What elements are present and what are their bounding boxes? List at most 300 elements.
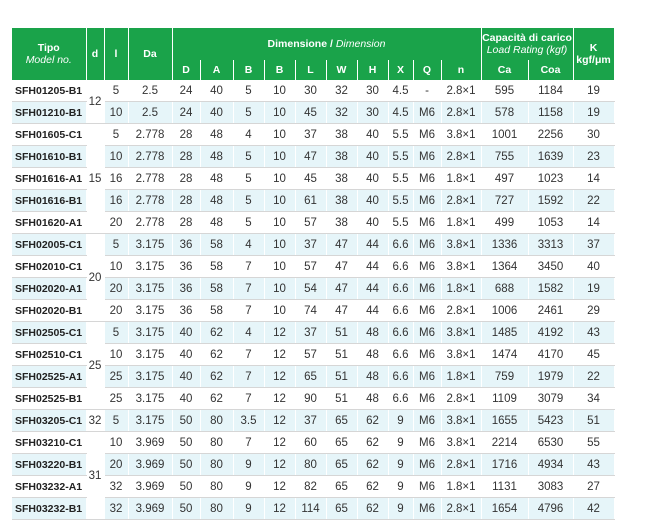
cell-a: 80	[200, 410, 233, 432]
cell-h: 62	[357, 432, 388, 454]
cell-da: 3.175	[128, 234, 172, 256]
subheader-cell: L	[295, 60, 326, 80]
subheader-cell: B	[264, 60, 295, 80]
table-row	[12, 322, 614, 344]
cell-w: 38	[326, 168, 357, 190]
cell-k: 19	[573, 278, 614, 300]
cell-da: 3.175	[128, 322, 172, 344]
cell-coa: 3083	[528, 476, 573, 498]
cell-w: 47	[326, 256, 357, 278]
cell-h: 40	[357, 190, 388, 212]
model-no-label: Model no.	[25, 54, 72, 66]
cell-b1: 9	[233, 476, 264, 498]
cell-k: 43	[573, 454, 614, 476]
cell-l: 16	[104, 190, 128, 212]
cell-d: 40	[172, 322, 200, 344]
cell-q: M6	[413, 498, 441, 520]
cell-d: 50	[172, 454, 200, 476]
cell-b2: 12	[264, 410, 295, 432]
cell-k: 22	[573, 190, 614, 212]
cell-l: 61	[295, 190, 326, 212]
tipo-label: Tipo	[37, 42, 60, 54]
cell-coa: 3079	[528, 388, 573, 410]
col-d-header: d	[86, 28, 104, 80]
cell-d: 50	[172, 498, 200, 520]
cell-x: 6.6	[388, 300, 413, 322]
cell-a: 58	[200, 300, 233, 322]
cell-a: 40	[200, 80, 233, 102]
cell-l: 37	[295, 124, 326, 146]
cell-l: 20	[104, 454, 128, 476]
cell-b1: 9	[233, 498, 264, 520]
cell-x: 6.6	[388, 234, 413, 256]
cell-q: M6	[413, 212, 441, 234]
cell-b1: 5	[233, 168, 264, 190]
cell-k: 34	[573, 388, 614, 410]
cell-q: M6	[413, 146, 441, 168]
subheader-cell: H	[357, 60, 388, 80]
cell-q: M6	[413, 190, 441, 212]
cell-l: 37	[295, 410, 326, 432]
col-tipo-header	[12, 28, 86, 80]
cell-b2: 12	[264, 388, 295, 410]
cell-ca: 1006	[481, 300, 528, 322]
cell-k: 23	[573, 146, 614, 168]
cell-w: 38	[326, 146, 357, 168]
cell-b2: 10	[264, 80, 295, 102]
model-cell: SFH02020-B1	[12, 300, 86, 322]
model-cell: SFH01610-B1	[12, 146, 86, 168]
model-cell: SFH02505-C1	[12, 322, 86, 344]
cell-b2: 12	[264, 454, 295, 476]
cell-a: 80	[200, 476, 233, 498]
cell-x: 6.6	[388, 278, 413, 300]
cell-w: 32	[326, 80, 357, 102]
cell-n: 2.8×1	[441, 80, 481, 102]
cell-k: 45	[573, 344, 614, 366]
subheader-cell: n	[441, 60, 481, 80]
cell-da: 2.778	[128, 190, 172, 212]
cell-coa: 1979	[528, 366, 573, 388]
cell-l: 65	[295, 366, 326, 388]
cell-b1: 3.5	[233, 410, 264, 432]
cell-h: 44	[357, 234, 388, 256]
diameter-cell: 25	[86, 322, 104, 410]
cell-h: 40	[357, 212, 388, 234]
table-row	[12, 234, 614, 256]
model-cell: SFH03232-B1	[12, 498, 86, 520]
cell-a: 62	[200, 322, 233, 344]
cell-h: 48	[357, 344, 388, 366]
cell-x: 9	[388, 432, 413, 454]
cell-coa: 1158	[528, 102, 573, 124]
cell-l: 20	[104, 278, 128, 300]
cell-q: M6	[413, 300, 441, 322]
cell-da: 2.778	[128, 146, 172, 168]
cell-a: 48	[200, 146, 233, 168]
cell-coa: 3313	[528, 234, 573, 256]
cell-q: M6	[413, 388, 441, 410]
cell-ca: 1001	[481, 124, 528, 146]
cell-w: 38	[326, 190, 357, 212]
cell-n: 2.8×1	[441, 146, 481, 168]
cell-n: 1.8×1	[441, 278, 481, 300]
subheader-cell: W	[326, 60, 357, 80]
cell-da: 3.175	[128, 278, 172, 300]
cell-k: 43	[573, 322, 614, 344]
cell-ca: 578	[481, 102, 528, 124]
cell-h: 48	[357, 366, 388, 388]
cell-da: 3.175	[128, 300, 172, 322]
cell-l: 60	[295, 432, 326, 454]
cell-a: 40	[200, 102, 233, 124]
cell-b2: 10	[264, 256, 295, 278]
cell-x: 9	[388, 410, 413, 432]
cell-da: 3.969	[128, 476, 172, 498]
specification-table	[12, 28, 615, 520]
cell-h: 30	[357, 102, 388, 124]
cell-q: -	[413, 80, 441, 102]
cell-n: 3.8×1	[441, 410, 481, 432]
cell-coa: 1184	[528, 80, 573, 102]
cell-b2: 10	[264, 168, 295, 190]
cell-h: 44	[357, 256, 388, 278]
cell-k: 14	[573, 168, 614, 190]
cell-ca: 727	[481, 190, 528, 212]
cell-coa: 3450	[528, 256, 573, 278]
cell-coa: 6530	[528, 432, 573, 454]
cell-x: 4.5	[388, 80, 413, 102]
cell-h: 40	[357, 124, 388, 146]
cell-x: 6.6	[388, 388, 413, 410]
cell-d: 28	[172, 190, 200, 212]
diameter-cell: 20	[86, 234, 104, 322]
cell-w: 47	[326, 234, 357, 256]
cell-ca: 688	[481, 278, 528, 300]
cell-h: 62	[357, 454, 388, 476]
diameter-cell: 15	[86, 124, 104, 234]
cell-l: 57	[295, 212, 326, 234]
cell-k: 19	[573, 102, 614, 124]
cell-w: 65	[326, 476, 357, 498]
cell-b1: 7	[233, 278, 264, 300]
cell-n: 3.8×1	[441, 256, 481, 278]
cell-q: M6	[413, 234, 441, 256]
cell-b2: 10	[264, 190, 295, 212]
cell-a: 48	[200, 168, 233, 190]
k-label: K	[589, 42, 598, 54]
cell-l: 20	[104, 212, 128, 234]
capacity-label: Capacità di carico	[482, 32, 572, 44]
cell-ca: 1485	[481, 322, 528, 344]
table-row	[12, 80, 614, 102]
cell-b2: 12	[264, 498, 295, 520]
cell-h: 48	[357, 322, 388, 344]
cell-q: M6	[413, 432, 441, 454]
cell-a: 80	[200, 454, 233, 476]
model-cell: SFH02525-B1	[12, 388, 86, 410]
diameter-cell: 31	[86, 432, 104, 520]
model-cell: SFH03205-C1	[12, 410, 86, 432]
cell-h: 40	[357, 168, 388, 190]
cell-a: 48	[200, 124, 233, 146]
cell-ca: 1654	[481, 498, 528, 520]
cell-l: 5	[104, 234, 128, 256]
cell-l: 5	[104, 322, 128, 344]
cell-b2: 10	[264, 212, 295, 234]
cell-n: 2.8×1	[441, 454, 481, 476]
cell-n: 2.8×1	[441, 498, 481, 520]
cell-k: 19	[573, 80, 614, 102]
cell-b1: 5	[233, 190, 264, 212]
cell-d: 36	[172, 256, 200, 278]
cell-ca: 497	[481, 168, 528, 190]
cell-ca: 755	[481, 146, 528, 168]
cell-coa: 1592	[528, 190, 573, 212]
capacity-label-en: Load Rating (kgf)	[486, 44, 568, 56]
cell-coa: 2461	[528, 300, 573, 322]
cell-d: 36	[172, 300, 200, 322]
cell-h: 44	[357, 278, 388, 300]
cell-l: 45	[295, 102, 326, 124]
subheader-cell: X	[388, 60, 413, 80]
cell-q: M6	[413, 366, 441, 388]
model-cell: SFH02020-A1	[12, 278, 86, 300]
cell-q: M6	[413, 168, 441, 190]
col-da-header: Da	[128, 28, 172, 80]
cell-x: 5.5	[388, 212, 413, 234]
cell-a: 62	[200, 388, 233, 410]
cell-coa: 4192	[528, 322, 573, 344]
cell-a: 48	[200, 190, 233, 212]
cell-h: 62	[357, 476, 388, 498]
cell-l: 32	[104, 498, 128, 520]
cell-d: 28	[172, 168, 200, 190]
cell-coa: 2256	[528, 124, 573, 146]
cell-d: 50	[172, 432, 200, 454]
cell-d: 40	[172, 366, 200, 388]
col-l-header: l	[104, 28, 128, 80]
cell-b2: 12	[264, 366, 295, 388]
cell-w: 65	[326, 498, 357, 520]
cell-b2: 12	[264, 322, 295, 344]
k-unit: kgf/μm	[576, 54, 611, 66]
cell-b1: 5	[233, 212, 264, 234]
cell-x: 9	[388, 454, 413, 476]
cell-n: 3.8×1	[441, 344, 481, 366]
cell-ca: 1716	[481, 454, 528, 476]
cell-k: 55	[573, 432, 614, 454]
cell-k: 40	[573, 256, 614, 278]
cell-ca: 759	[481, 366, 528, 388]
cell-n: 2.8×1	[441, 190, 481, 212]
cell-l: 74	[295, 300, 326, 322]
model-cell: SFH03220-B1	[12, 454, 86, 476]
cell-b1: 7	[233, 256, 264, 278]
cell-n: 3.8×1	[441, 432, 481, 454]
diameter-cell: 12	[86, 80, 104, 124]
cell-x: 5.5	[388, 168, 413, 190]
cell-ca: 1655	[481, 410, 528, 432]
dimension-label: Dimensione /	[267, 38, 333, 50]
diameter-cell: 32	[86, 410, 104, 432]
cell-b2: 12	[264, 432, 295, 454]
cell-w: 51	[326, 388, 357, 410]
model-cell: SFH03232-A1	[12, 476, 86, 498]
cell-l: 80	[295, 454, 326, 476]
cell-w: 65	[326, 432, 357, 454]
cell-a: 48	[200, 212, 233, 234]
cell-b2: 10	[264, 124, 295, 146]
cell-l: 10	[104, 146, 128, 168]
cell-d: 36	[172, 278, 200, 300]
cell-b1: 7	[233, 344, 264, 366]
cell-l: 90	[295, 388, 326, 410]
cell-x: 4.5	[388, 102, 413, 124]
cell-w: 65	[326, 410, 357, 432]
cell-h: 30	[357, 80, 388, 102]
cell-coa: 5423	[528, 410, 573, 432]
cell-l: 32	[104, 476, 128, 498]
cell-b2: 10	[264, 102, 295, 124]
subheader-cell: A	[200, 60, 233, 80]
cell-n: 2.8×1	[441, 388, 481, 410]
cell-l: 47	[295, 146, 326, 168]
cell-l: 114	[295, 498, 326, 520]
cell-b2: 10	[264, 234, 295, 256]
cell-b1: 4	[233, 234, 264, 256]
cell-x: 9	[388, 498, 413, 520]
cell-h: 40	[357, 146, 388, 168]
cell-b1: 7	[233, 388, 264, 410]
cell-a: 80	[200, 498, 233, 520]
cell-a: 58	[200, 256, 233, 278]
cell-d: 28	[172, 212, 200, 234]
cell-d: 24	[172, 102, 200, 124]
cell-a: 62	[200, 344, 233, 366]
dimension-label-en: Dimension	[335, 38, 386, 50]
cell-d: 36	[172, 234, 200, 256]
cell-q: M6	[413, 476, 441, 498]
cell-k: 29	[573, 300, 614, 322]
cell-w: 47	[326, 300, 357, 322]
cell-coa: 4796	[528, 498, 573, 520]
cell-x: 6.6	[388, 322, 413, 344]
subheader-cell: Coa	[528, 60, 573, 80]
cell-n: 1.8×1	[441, 212, 481, 234]
cell-l: 20	[104, 300, 128, 322]
cell-coa: 4170	[528, 344, 573, 366]
cell-b2: 10	[264, 300, 295, 322]
cell-k: 42	[573, 498, 614, 520]
cell-da: 3.969	[128, 498, 172, 520]
cell-x: 6.6	[388, 366, 413, 388]
cell-da: 2.5	[128, 80, 172, 102]
cell-l: 10	[104, 344, 128, 366]
table-row	[12, 124, 614, 146]
cell-l: 54	[295, 278, 326, 300]
cell-w: 32	[326, 102, 357, 124]
cell-l: 37	[295, 322, 326, 344]
cell-coa: 1053	[528, 212, 573, 234]
cell-l: 30	[295, 80, 326, 102]
cell-q: M6	[413, 454, 441, 476]
cell-k: 37	[573, 234, 614, 256]
cell-d: 28	[172, 146, 200, 168]
cell-l: 25	[104, 366, 128, 388]
cell-q: M6	[413, 256, 441, 278]
cell-b2: 10	[264, 278, 295, 300]
table-row	[12, 432, 614, 454]
cell-n: 3.8×1	[441, 124, 481, 146]
cell-l: 16	[104, 168, 128, 190]
cell-a: 58	[200, 278, 233, 300]
cell-q: M6	[413, 102, 441, 124]
cell-q: M6	[413, 124, 441, 146]
cell-q: M6	[413, 278, 441, 300]
cell-b1: 7	[233, 300, 264, 322]
cell-q: M6	[413, 410, 441, 432]
cell-d: 40	[172, 388, 200, 410]
model-cell: SFH03210-C1	[12, 432, 86, 454]
model-cell: SFH01210-B1	[12, 102, 86, 124]
cell-k: 22	[573, 366, 614, 388]
cell-a: 58	[200, 234, 233, 256]
cell-ca: 1109	[481, 388, 528, 410]
cell-d: 28	[172, 124, 200, 146]
cell-l: 57	[295, 256, 326, 278]
dimension-group-header	[172, 28, 481, 60]
cell-x: 5.5	[388, 190, 413, 212]
cell-b1: 5	[233, 80, 264, 102]
cell-k: 27	[573, 476, 614, 498]
cell-q: M6	[413, 322, 441, 344]
cell-k: 14	[573, 212, 614, 234]
cell-da: 3.969	[128, 432, 172, 454]
cell-h: 48	[357, 388, 388, 410]
cell-n: 1.8×1	[441, 366, 481, 388]
cell-k: 51	[573, 410, 614, 432]
cell-k: 30	[573, 124, 614, 146]
cell-n: 2.8×1	[441, 102, 481, 124]
model-cell: SFH01605-C1	[12, 124, 86, 146]
cell-ca: 2214	[481, 432, 528, 454]
cell-l: 10	[104, 102, 128, 124]
cell-coa: 1582	[528, 278, 573, 300]
cell-l: 5	[104, 410, 128, 432]
cell-w: 65	[326, 454, 357, 476]
subheader-cell: Q	[413, 60, 441, 80]
cell-b1: 4	[233, 322, 264, 344]
model-cell: SFH02005-C1	[12, 234, 86, 256]
cell-h: 44	[357, 300, 388, 322]
cell-h: 62	[357, 410, 388, 432]
cell-n: 1.8×1	[441, 476, 481, 498]
cell-l: 5	[104, 80, 128, 102]
cell-x: 9	[388, 476, 413, 498]
cell-b1: 5	[233, 102, 264, 124]
model-cell: SFH01616-A1	[12, 168, 86, 190]
model-cell: SFH02525-A1	[12, 366, 86, 388]
cell-l: 45	[295, 168, 326, 190]
capacity-group-header	[481, 28, 573, 60]
cell-da: 3.175	[128, 410, 172, 432]
cell-l: 57	[295, 344, 326, 366]
cell-x: 5.5	[388, 146, 413, 168]
cell-d: 50	[172, 476, 200, 498]
cell-w: 47	[326, 278, 357, 300]
cell-l: 10	[104, 432, 128, 454]
